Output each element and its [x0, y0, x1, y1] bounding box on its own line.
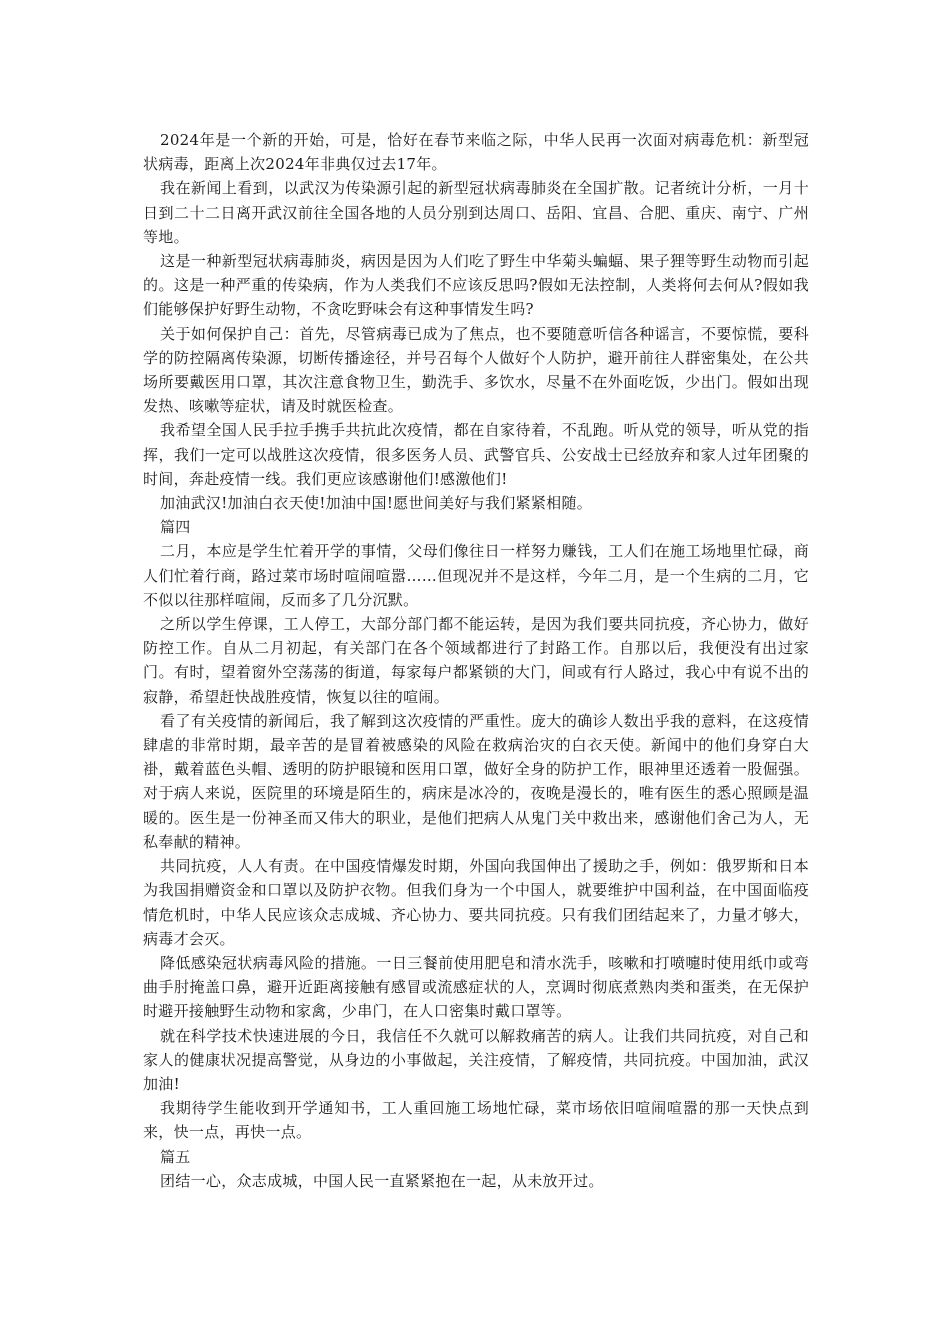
paragraph: 降低感染冠状病毒风险的措施。一日三餐前使用肥皂和清水洗手，咳嗽和打喷嚏时使用纸巾或弯曲手肘掩盖口鼻，避开近距离接触有感冒或流感症状的人，烹调时彻底煮熟肉类和蛋类，在无保护时避开接触野生动物和家禽，少串门，在人口密集时戴口罩等。 — [143, 953, 809, 1021]
paragraph: 就在科学技术快速进展的今日，我信任不久就可以解救痛苦的病人。让我们共同抗疫，对自己和家人的健康状况提高警觉，从身边的小事做起，关注疫情，了解疫情，共同抗疫。中国加油，武汉加油! — [143, 1026, 809, 1093]
paragraph: 看了有关疫情的新闻后，我了解到这次疫情的严重性。庞大的确诊人数出乎我的意料，在这疫情肆虐的非常时期，最辛苦的是冒着被感染的风险在救病治灾的白衣天使。新闻中的他们身穿白大褂，戴着蓝色头帽、透明的防护眼镜和医用口罩，做好全身的防护工作，眼神里还透着一股倔强。对于病人来说，医院里的环境是陌生的，病床是冰冷的，夜晚是漫长的，唯有医生的悉心照顾是温暖的。医生是一份神圣而又伟大的职业，是他们把病人从鬼门关中救出来，感谢他们舍己为人，无私奉献的精神。 — [143, 711, 809, 851]
document-body — [143, 128, 809, 1193]
paragraph: 这是一种新型冠状病毒肺炎，病因是因为人们吃了野生中华菊头蝙蝠、果子狸等野生动物而引起的。这是一种严重的传染病，作为人类我们不应该反思吗?假如无法控制，人类将何去何从?假如我们能够保护好野生动物，不贪吃野味会有这种事情发生吗? — [143, 252, 809, 319]
section-heading: 篇五 — [160, 1147, 191, 1166]
paragraph: 二月，本应是学生忙着开学的事情，父母们像往日一样努力赚钱，工人们在施工场地里忙碌，商人们忙着行商，路过菜市场时喧闹喧嚣……但现况并不是这样，今年二月，是一个生病的二月，它不似以往那样喧闹，反而多了几分沉默。 — [143, 542, 809, 609]
paragraph: 共同抗疫，人人有责。在中国疫情爆发时期，外国向我国伸出了援助之手，例如：俄罗斯和日本为我国捐赠资金和口罩以及防护衣物。但我们身为一个中国人，就要维护中国利益，在中国面临疫情危机时，中华人民应该众志成城、齐心协力、要共同抗疫。只有我们团结起来了，力量才够大，病毒才会灭。 — [143, 857, 809, 948]
paragraph: 我希望全国人民手拉手携手共抗此次疫情，都在自家待着，不乱跑。听从党的领导，听从党的指挥，我们一定可以战胜这次疫情，很多医务人员、武警官兵、公安战士已经放弃和家人过年团聚的时间，奔赴疫情一线。我们更应该感谢他们!感激他们! — [143, 421, 809, 488]
paragraph: 我期待学生能收到开学通知书，工人重回施工场地忙碌，菜市场依旧喧闹喧嚣的那一天快点到来，快一点，再快一点。 — [143, 1099, 809, 1142]
paragraph: 加油武汉!加油白衣天使!加油中国!愿世间美好与我们紧紧相随。 — [160, 494, 593, 513]
paragraph: 团结一心，众志成城，中国人民一直紧紧抱在一起，从未放开过。 — [160, 1171, 604, 1190]
paragraph: 关于如何保护自己：首先，尽管病毒已成为了焦点，也不要随意听信各种谣言，不要惊慌，要科学的防控隔离传染源，切断传播途径，并号召每个人做好个人防护，避开前往人群密集处，在公共场所要戴医用口罩，其次注意食物卫生，勤洗手、多饮水，尽量不在外面吃饭，少出门。假如出现发热、咳嗽等症状，请及时就医检查。 — [143, 324, 809, 416]
section-heading: 篇四 — [160, 518, 191, 537]
paragraph: 之所以学生停课，工人停工，大部分部门都不能运转，是因为我们要共同抗疫，齐心协力，做好防控工作。自从二月初起，有关部门在各个领域都进行了封路工作。自那以后，我便没有出过家门。有时，望着窗外空荡荡的街道，每家每户都紧锁的大门，间或有行人路过，我心中有说不出的寂静，希望赶快战胜疫情，恢复以往的喧闹。 — [143, 615, 809, 706]
paragraph: 2024年是一个新的开始，可是，恰好在春节来临之际，中华人民再一次面对病毒危机：新型冠状病毒，距离上次2024年非典仅过去17年。 — [143, 131, 809, 174]
paragraph: 我在新闻上看到，以武汉为传染源引起的新型冠状病毒肺炎在全国扩散。记者统计分析，一月十日到二十二日离开武汉前往全国各地的人员分别到达周口、岳阳、宜昌、合肥、重庆、南宁、广州等地。 — [143, 179, 809, 246]
